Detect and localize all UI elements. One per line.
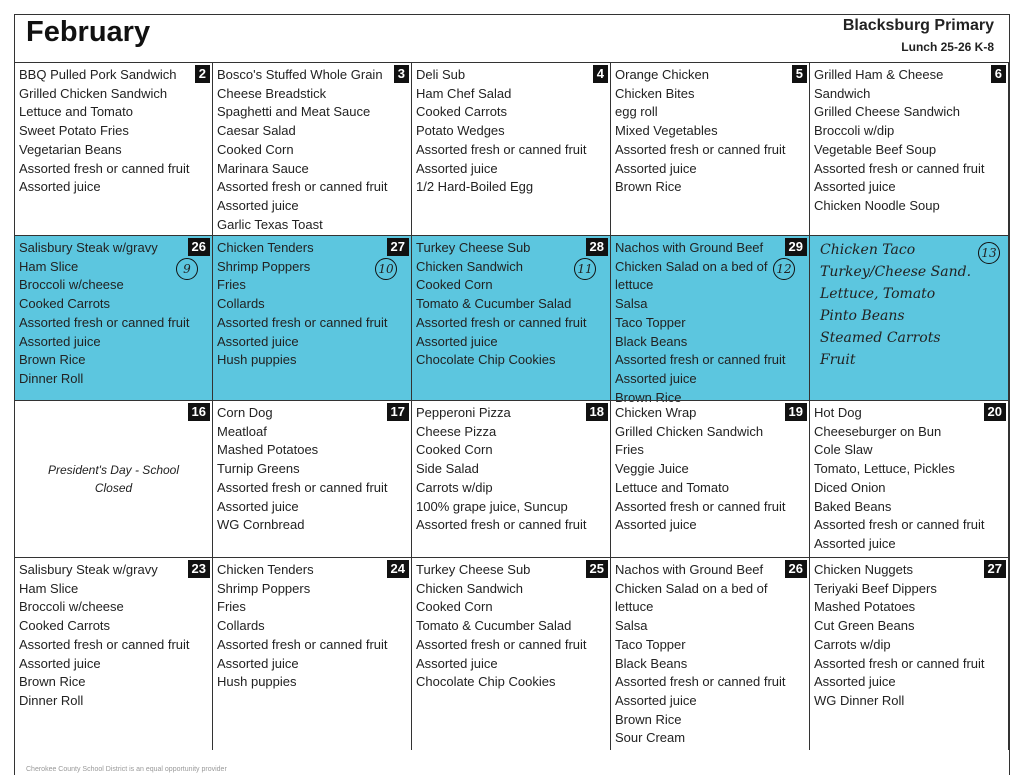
menu-item: Black Beans: [615, 655, 688, 671]
menu-item: Hot Dog: [814, 405, 862, 420]
menu-item: Ham Slice: [19, 580, 79, 596]
day-number: 2: [195, 65, 210, 83]
menu-item: Cheese Pizza: [416, 423, 497, 439]
menu-item: Corn Dog: [217, 405, 273, 420]
day-cell: [611, 557, 810, 750]
day-cell: [611, 62, 810, 235]
menu-item: Chicken Bites: [615, 85, 695, 101]
menu-item: Collards: [217, 618, 265, 634]
menu-item: Assorted juice: [615, 692, 697, 708]
menu-item: Chicken Tenders: [217, 240, 314, 255]
menu-item: Carrots w/dip: [416, 479, 493, 495]
day-number: 25: [586, 560, 608, 578]
menu-item: Diced Onion: [814, 479, 886, 495]
day-cell: [412, 557, 611, 750]
menu-item: Assorted juice: [416, 655, 498, 671]
menu-item: Assorted juice: [615, 370, 697, 386]
handwritten-circled-number: 12: [773, 258, 795, 280]
menu-item: Tomato & Cucumber Salad: [416, 296, 572, 312]
menu-item: Cooked Carrots: [19, 618, 111, 634]
menu-item: Assorted fresh or canned fruit: [217, 179, 388, 195]
menu-item: Meatloaf: [217, 423, 267, 439]
menu-item: Assorted juice: [217, 655, 299, 671]
handwritten-circled-number: 13: [978, 242, 1000, 264]
menu-item: Spaghetti and Meat Sauce: [217, 104, 371, 120]
menu-item: Fruit: [820, 352, 856, 368]
menu-item: Assorted fresh or canned fruit: [217, 636, 388, 652]
menu-item: Fries: [615, 442, 644, 458]
menu-item: Chicken Salad on a bed of lettuce: [615, 580, 768, 615]
menu-item: Assorted juice: [19, 655, 101, 671]
menu-item: Caesar Salad: [217, 123, 296, 139]
menu-item: Ham Slice: [19, 258, 79, 274]
day-cell: [810, 62, 1009, 235]
menu-item: Salisbury Steak w/gravy: [19, 562, 158, 577]
menu-item: Nachos with Ground Beef: [615, 562, 764, 577]
day-cell: [412, 400, 611, 557]
handwritten-circled-number: 10: [375, 258, 397, 280]
day-cell: [14, 235, 213, 400]
day-number: 16: [188, 403, 210, 421]
menu-item: Chicken Taco: [820, 242, 916, 258]
menu-item: Grilled Chicken Sandwich: [19, 85, 168, 101]
menu-item: Side Salad: [416, 461, 479, 477]
menu-item: Turnip Greens: [217, 461, 300, 477]
day-cell: [810, 400, 1009, 557]
menu-item: Assorted fresh or canned fruit: [19, 636, 190, 652]
menu-item: Assorted fresh or canned fruit: [615, 674, 786, 690]
menu-item: Shrimp Poppers: [217, 258, 311, 274]
menu-item: Salisbury Steak w/gravy: [19, 240, 158, 255]
week-row: [14, 400, 1010, 557]
day-cell: [412, 62, 611, 235]
menu-item: Chicken Nuggets: [814, 562, 913, 577]
menu-item: Assorted fresh or canned fruit: [615, 141, 786, 157]
menu-item: Fries: [217, 277, 246, 293]
menu-item: Assorted juice: [814, 674, 896, 690]
menu-item: Assorted juice: [217, 498, 299, 514]
menu-item: Marinara Sauce: [217, 160, 309, 176]
menu-item: Chicken Sandwich: [416, 580, 523, 596]
menu-item: Cut Green Beans: [814, 618, 915, 634]
menu-item: BBQ Pulled Pork Sandwich: [19, 67, 177, 82]
menu-item: Assorted juice: [814, 179, 896, 195]
week-row: [14, 235, 1010, 405]
menu-item: Chocolate Chip Cookies: [416, 674, 556, 690]
menu-item: Lettuce and Tomato: [615, 479, 729, 495]
menu-item: egg roll: [615, 104, 658, 120]
menu-item: Salsa: [615, 296, 648, 312]
day-number: 20: [984, 403, 1006, 421]
menu-item: Turkey Cheese Sub: [416, 240, 531, 255]
day-cell: [412, 235, 611, 400]
day-cell: [810, 557, 1009, 750]
menu-item: Chicken Salad on a bed of lettuce: [615, 258, 768, 293]
menu-item: Dinner Roll: [19, 692, 84, 708]
menu-item: Collards: [217, 296, 265, 312]
day-cell: [810, 235, 1009, 400]
day-number: 3: [394, 65, 409, 83]
menu-item: Dinner Roll: [19, 370, 84, 386]
menu-item: 1/2 Hard-Boiled Egg: [416, 179, 534, 195]
day-number: 24: [387, 560, 409, 578]
menu-item: Cooked Corn: [416, 599, 493, 615]
day-number: 27: [387, 238, 409, 256]
menu-item: Chocolate Chip Cookies: [416, 352, 556, 368]
menu-item: Grilled Cheese Sandwich: [814, 104, 960, 120]
menu-subtitle: Lunch 25-26 K-8: [901, 40, 994, 54]
menu-item: Cooked Carrots: [416, 104, 508, 120]
menu-item: Carrots w/dip: [814, 636, 891, 652]
menu-item: Chicken Tenders: [217, 562, 314, 577]
menu-item: Assorted juice: [814, 535, 896, 551]
menu-item: Assorted fresh or canned fruit: [217, 479, 388, 495]
handwritten-circled-number: 9: [176, 258, 198, 280]
menu-item: Broccoli w/cheese: [19, 599, 124, 615]
school-name: Blacksburg Primary: [842, 17, 994, 34]
menu-item: Brown Rice: [19, 674, 86, 690]
day-cell: [213, 400, 412, 557]
menu-item: Assorted juice: [416, 160, 498, 176]
menu-item: Ham Chef Salad: [416, 85, 512, 101]
day-cell: [14, 62, 213, 235]
menu-item: Pinto Beans: [820, 308, 905, 324]
day-number: 27: [984, 560, 1006, 578]
menu-item: Assorted juice: [615, 160, 697, 176]
menu-item: Veggie Juice: [615, 461, 689, 477]
menu-item: Garlic Texas Toast: [217, 216, 323, 232]
day-number: 19: [785, 403, 807, 421]
menu-item: Assorted fresh or canned fruit: [416, 517, 587, 533]
day-number: 28: [586, 238, 608, 256]
menu-item: Salsa: [615, 618, 648, 634]
menu-item: Broccoli w/dip: [814, 123, 895, 139]
holiday-closed-note: [15, 461, 212, 497]
menu-item: Taco Topper: [615, 314, 686, 330]
menu-item: Grilled Chicken Sandwich: [615, 423, 764, 439]
menu-item: Assorted fresh or canned fruit: [19, 160, 190, 176]
menu-item: Mixed Vegetables: [615, 123, 718, 139]
day-number: 4: [593, 65, 608, 83]
menu-item: Assorted fresh or canned fruit: [416, 141, 587, 157]
menu-item: Assorted juice: [217, 197, 299, 213]
day-number: 6: [991, 65, 1006, 83]
menu-item: Teriyaki Beef Dippers: [814, 580, 937, 596]
day-number: 18: [586, 403, 608, 421]
menu-item: Assorted fresh or canned fruit: [217, 314, 388, 330]
menu-item: Sour Cream: [615, 730, 686, 746]
day-cell: [14, 400, 213, 557]
menu-item: Assorted fresh or canned fruit: [814, 517, 985, 533]
menu-item: Mashed Potatoes: [217, 442, 319, 458]
menu-item: Cooked Carrots: [19, 296, 111, 312]
menu-item: Assorted juice: [416, 333, 498, 349]
day-number: 23: [188, 560, 210, 578]
day-number: 5: [792, 65, 807, 83]
menu-item: Tomato & Cucumber Salad: [416, 618, 572, 634]
menu-item: Lettuce, Tomato: [820, 286, 936, 302]
menu-item: Assorted fresh or canned fruit: [416, 636, 587, 652]
menu-item: Deli Sub: [416, 67, 466, 82]
menu-item: Assorted juice: [615, 517, 697, 533]
menu-calendar-grid: [14, 62, 1010, 750]
menu-item: Turkey Cheese Sub: [416, 562, 531, 577]
day-number: 26: [188, 238, 210, 256]
menu-item: Brown Rice: [615, 389, 682, 405]
menu-item: Assorted fresh or canned fruit: [814, 160, 985, 176]
menu-item: Broccoli w/cheese: [19, 277, 124, 293]
menu-item: Lettuce and Tomato: [19, 104, 133, 120]
menu-item: Cooked Corn: [416, 442, 493, 458]
menu-item: Brown Rice: [19, 352, 86, 368]
menu-item: Black Beans: [615, 333, 688, 349]
day-cell: [14, 557, 213, 750]
menu-item: Baked Beans: [814, 498, 892, 514]
menu-item: Fries: [217, 599, 246, 615]
menu-item: Brown Rice: [615, 711, 682, 727]
menu-item: WG Dinner Roll: [814, 692, 905, 708]
day-cell: [213, 62, 412, 235]
menu-item: Assorted fresh or canned fruit: [615, 498, 786, 514]
menu-item: Shrimp Poppers: [217, 580, 311, 596]
menu-item: Tomato, Lettuce, Pickles: [814, 461, 955, 477]
menu-item: 100% grape juice, Suncup: [416, 498, 568, 514]
holiday-text: Closed: [94, 481, 133, 495]
day-cell: [213, 557, 412, 750]
week-row: [14, 557, 1010, 750]
day-cell: [611, 400, 810, 557]
menu-item: Brown Rice: [615, 179, 682, 195]
menu-item: Vegetable Beef Soup: [814, 141, 937, 157]
day-cell: [213, 235, 412, 400]
menu-item: Mashed Potatoes: [814, 599, 916, 615]
menu-item: Cheeseburger on Bun: [814, 423, 942, 439]
menu-item: Pepperoni Pizza: [416, 405, 511, 420]
menu-item: Assorted juice: [19, 179, 101, 195]
day-number: 17: [387, 403, 409, 421]
menu-item: Hush puppies: [217, 352, 297, 368]
week-row: [14, 62, 1010, 235]
menu-item: WG Cornbread: [217, 517, 305, 533]
menu-item: Sweet Potato Fries: [19, 123, 129, 139]
menu-item: Chicken Wrap: [615, 405, 697, 420]
menu-item: Potato Wedges: [416, 123, 505, 139]
menu-item: Assorted fresh or canned fruit: [19, 314, 190, 330]
menu-item: Chicken Noodle Soup: [814, 197, 940, 213]
footer-note: Cherokee County School District is an equal opportunity provider: [26, 766, 227, 773]
menu-item: Grilled Ham & Cheese Sandwich: [814, 67, 944, 101]
menu-item: Bosco's Stuffed Whole Grain Cheese Breadstick: [217, 67, 383, 101]
menu-item: Cole Slaw: [814, 442, 873, 458]
menu-item: Orange Chicken: [615, 67, 709, 82]
menu-item: Chicken Sandwich: [416, 258, 523, 274]
handwritten-circled-number: 11: [574, 258, 596, 280]
menu-item: Hush puppies: [217, 674, 297, 690]
menu-item: Nachos with Ground Beef: [615, 240, 764, 255]
menu-item: Assorted fresh or canned fruit: [615, 352, 786, 368]
menu-item: Assorted fresh or canned fruit: [416, 314, 587, 330]
menu-item: Turkey/Cheese Sand.: [820, 264, 972, 280]
menu-item: Cooked Corn: [416, 277, 493, 293]
month-title: February: [26, 16, 151, 48]
day-number: 29: [785, 238, 807, 256]
menu-item: Vegetarian Beans: [19, 141, 122, 157]
menu-item: Cooked Corn: [217, 141, 294, 157]
menu-item: Assorted fresh or canned fruit: [814, 655, 985, 671]
menu-item: Taco Topper: [615, 636, 686, 652]
menu-item: Steamed Carrots: [820, 330, 941, 346]
menu-item: Assorted juice: [19, 333, 101, 349]
day-cell: [611, 235, 810, 405]
menu-item: Assorted juice: [217, 333, 299, 349]
day-number: 26: [785, 560, 807, 578]
holiday-text: President's Day - School: [47, 463, 179, 477]
